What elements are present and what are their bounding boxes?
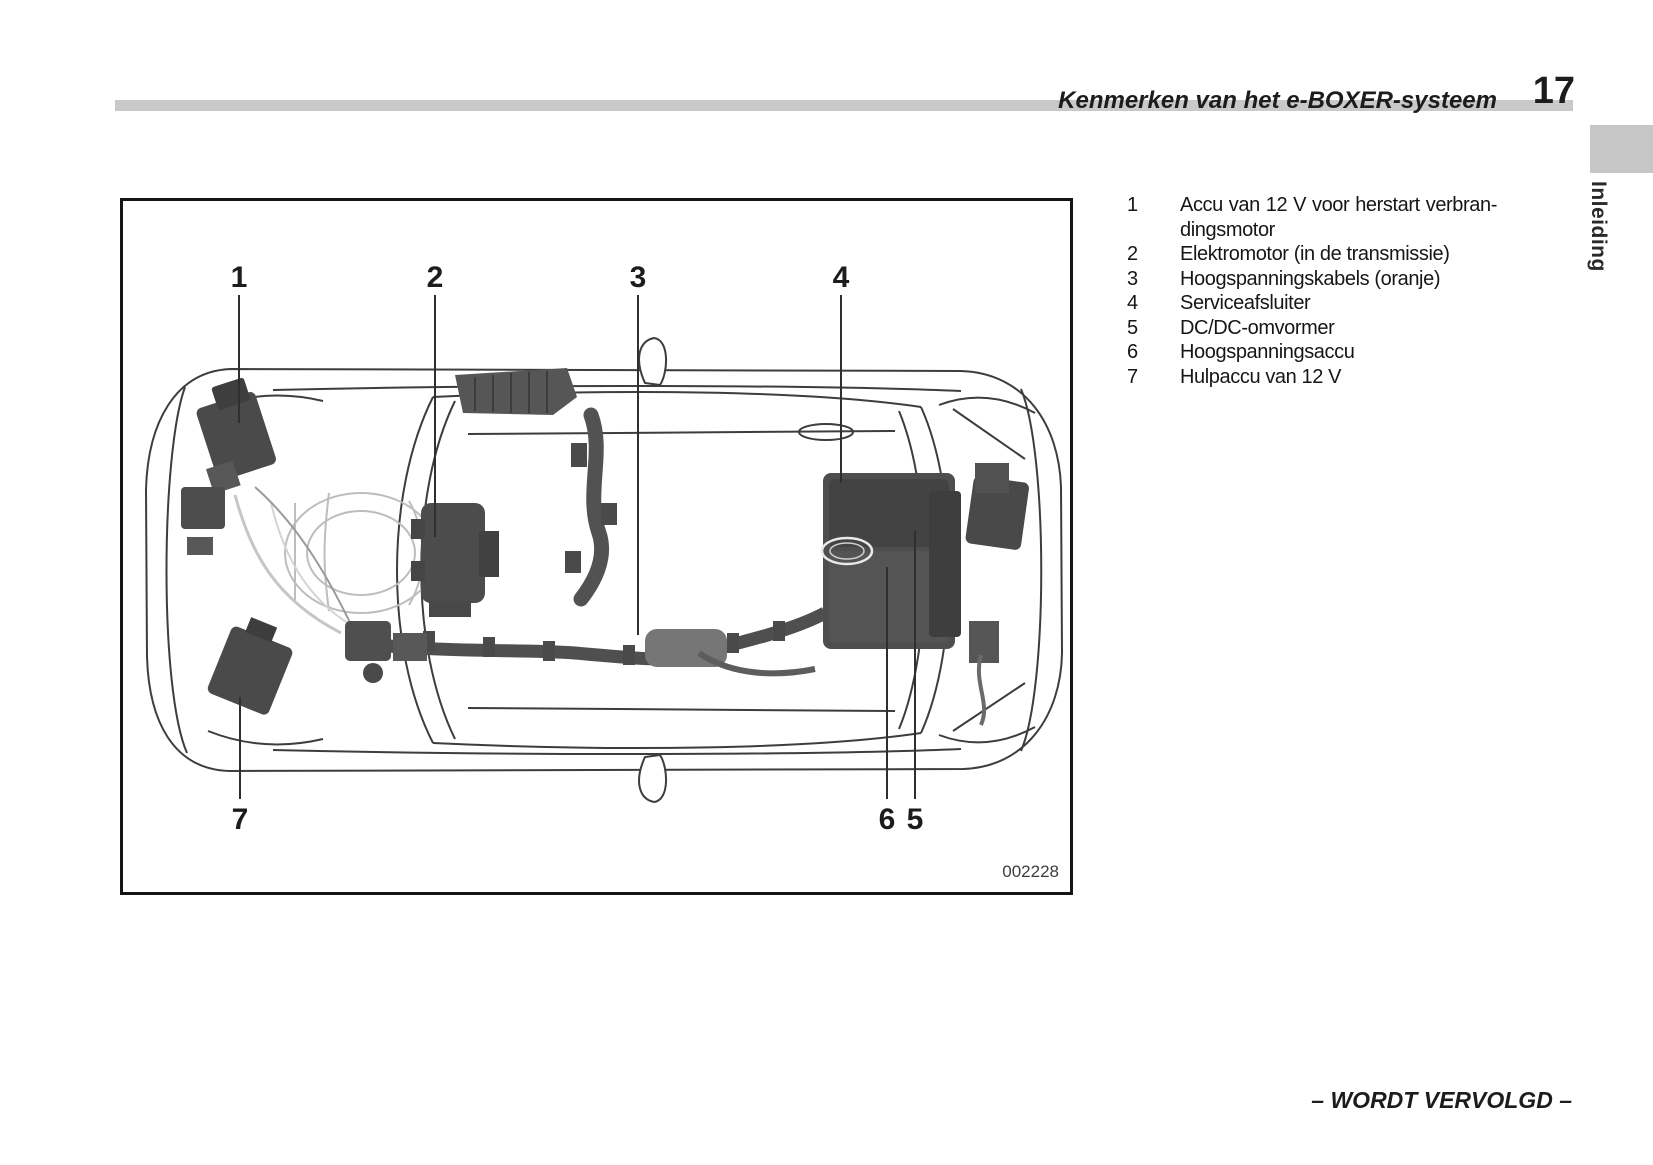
legend-item: [1127, 291, 1499, 316]
component-front-left-parts: [181, 487, 225, 555]
legend-item-text: Serviceafsluiter: [1180, 292, 1311, 314]
callout-3: 3: [629, 261, 647, 294]
component-elektromotor: [411, 503, 499, 617]
legend-item: [1127, 340, 1499, 365]
legend-item: [1127, 242, 1499, 267]
callout-6: 6: [878, 803, 896, 836]
legend-item-text: DC/DC-omvormer: [1180, 316, 1335, 339]
component-mount-cluster: [345, 621, 427, 683]
callout-2: 2: [426, 261, 444, 294]
callout-4: 4: [832, 261, 850, 294]
section-tab: [1590, 125, 1653, 173]
legend-item-text: Accu van 12 V voor herstart verbran- dingsmotor: [1180, 194, 1497, 241]
figure-frame: [120, 198, 1073, 895]
component-dcdc-omvormer: [929, 491, 961, 637]
page-title: Kenmerken van het e-BOXER-systeem: [1058, 87, 1497, 114]
legend-item-number: 5: [1127, 316, 1138, 339]
legend-item: [1127, 267, 1499, 292]
component-center-cable-cluster: [565, 415, 617, 599]
legend-item-number: 6: [1127, 341, 1138, 363]
page-number: 17: [1532, 70, 1575, 112]
legend-item: [1127, 365, 1499, 390]
component-engine-cover: [455, 368, 577, 415]
component-accu-12v: [183, 375, 281, 494]
callout-7: 7: [231, 803, 249, 836]
legend-item-text: Hulpaccu van 12 V: [1180, 365, 1342, 388]
car-top-view-diagram: [123, 201, 1070, 892]
front-left-wiring-2: [271, 503, 351, 625]
legend-item-number: 3: [1127, 267, 1138, 290]
component-hulpaccu: [206, 612, 299, 716]
engine-sketch: [285, 493, 437, 613]
legend-item: [1127, 316, 1499, 341]
callout-5: 5: [906, 803, 924, 836]
footer-continued-text: – WORDT VERVOLGD –: [1311, 1087, 1572, 1113]
callout-1: 1: [230, 261, 248, 294]
component-hoogspanningskabels: [359, 613, 825, 673]
legend-item-number: 4: [1127, 292, 1138, 314]
figure-number: 002228: [1002, 862, 1059, 881]
parts-legend: [1127, 193, 1499, 389]
legend-item: [1127, 193, 1499, 242]
section-tab-label: Inleiding: [1587, 181, 1610, 272]
legend-item-number: 7: [1127, 365, 1138, 388]
legend-item-number: 1: [1127, 194, 1138, 216]
legend-item-text: Elektromotor (in de transmissie): [1180, 243, 1450, 265]
legend-item-text: Hoogspanningskabels (oranje): [1180, 267, 1441, 290]
legend-item-text: Hoogspanningsaccu: [1180, 341, 1355, 363]
legend-item-number: 2: [1127, 243, 1138, 265]
mirror-icons: [639, 338, 666, 802]
